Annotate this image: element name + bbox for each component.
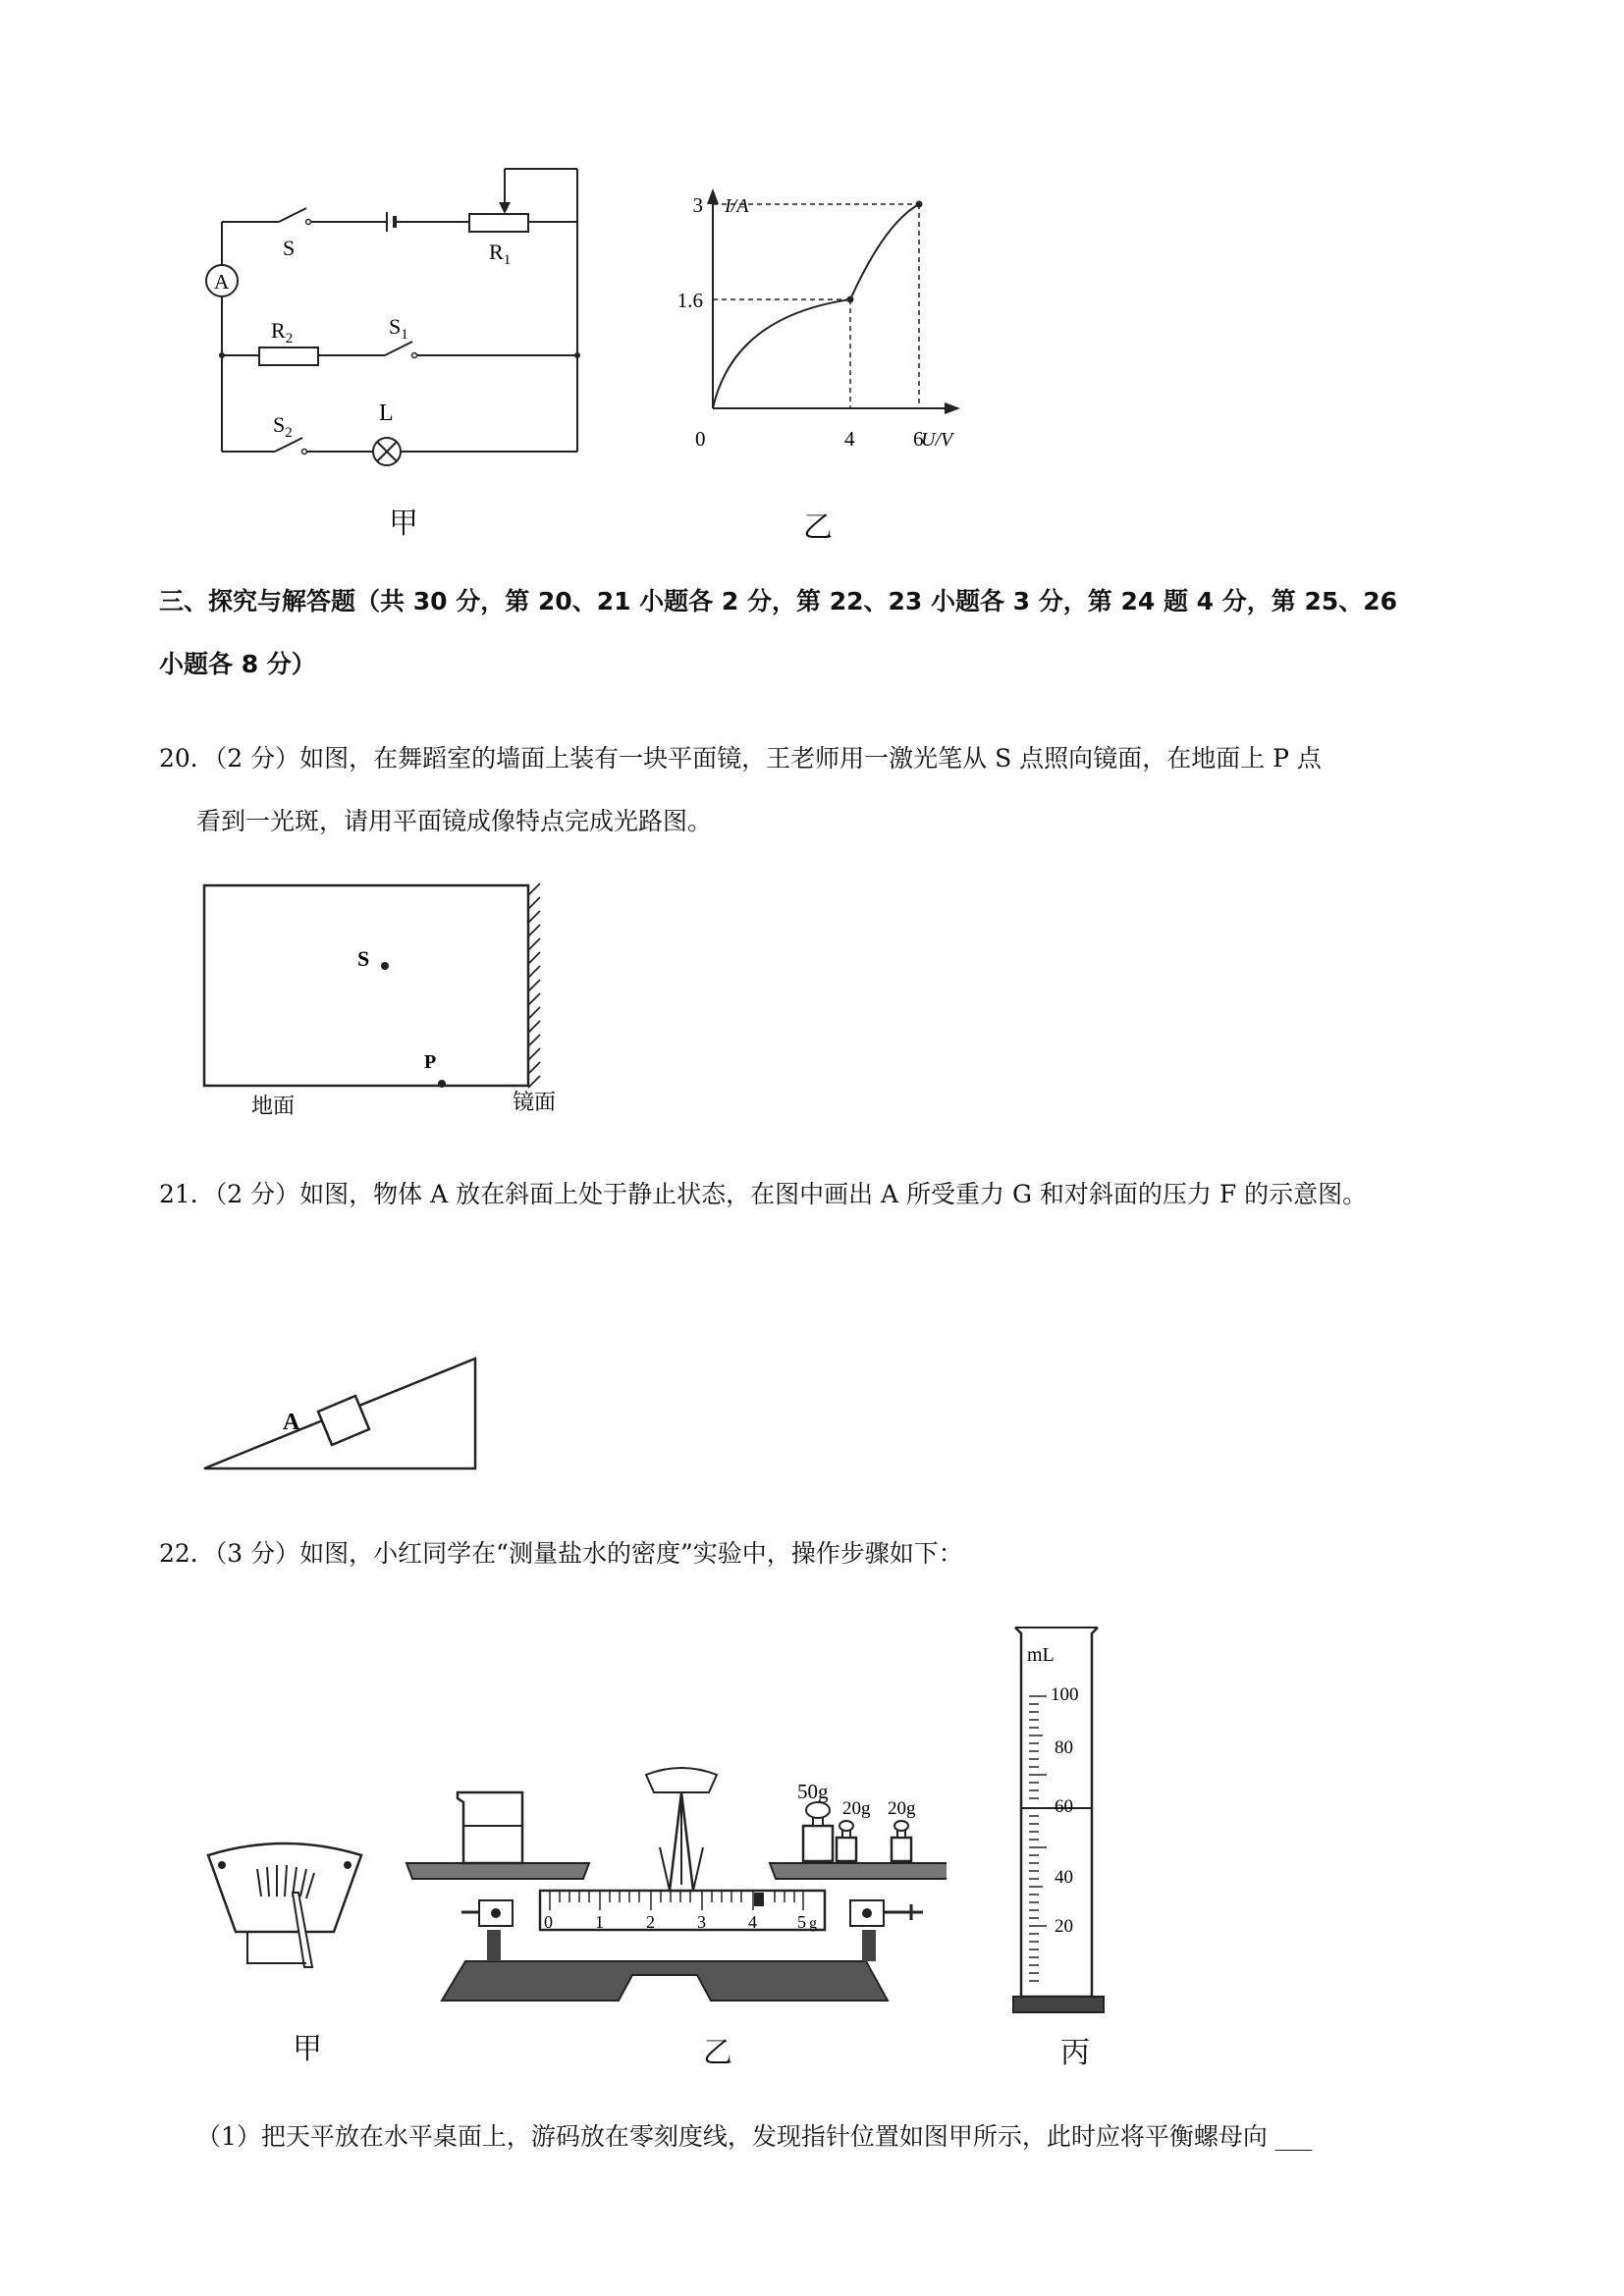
mirror-room-figure [192, 876, 585, 1121]
lamp-l-label: L [379, 400, 394, 426]
scale-number-3: 3 [697, 1912, 706, 1932]
weight-label-20g-b: 20g [888, 1798, 916, 1819]
circuit-caption: 甲 [389, 507, 418, 541]
x-axis-label: U/V [921, 429, 953, 451]
point-s-label: S [357, 946, 370, 971]
graph-caption: 乙 [803, 510, 833, 545]
y-tick-label-1: 3 [692, 193, 703, 217]
dial-caption: 甲 [293, 2032, 322, 2066]
balance-pointer-dial-figure [196, 1838, 373, 1975]
switch-s-label: S [283, 236, 296, 260]
cylinder-tick-100: 100 [1051, 1684, 1079, 1705]
scale-number-1: 1 [595, 1912, 604, 1932]
x-tick-label-0: 4 [844, 427, 855, 451]
q22-step1-text: （1）把天平放在水平桌面上，游码放在零刻度线，发现指针位置如图甲所示，此时应将平衡螺母向 ___ [196, 2122, 1313, 2151]
cylinder-tick-60: 60 [1055, 1796, 1073, 1817]
weight-label-20g-a: 20g [842, 1798, 871, 1819]
section-heading-line1: 三、探究与解答题（共 30 分，第 20、21 小题各 2 分，第 22、23 小题各 3 分，第 24 题 4 分，第 25、26 [159, 587, 1398, 615]
scale-number-4: 4 [748, 1912, 757, 1932]
q21-text-line1: 21．（2 分）如图，物体 A 放在斜面上处于静止状态，在图中画出 A 所受重力 G 和对斜面的压力 F 的示意图。 [159, 1180, 1368, 1208]
switch-s2-label: $S_2$ [273, 412, 293, 441]
scale-number-5: 5 [797, 1912, 806, 1932]
x-tick-label-1: 6 [913, 427, 924, 451]
y-axis-label: I/A [725, 195, 749, 217]
block-a-label: A [283, 1410, 300, 1435]
data-point-0 [847, 296, 854, 303]
scale-number-2: 2 [646, 1912, 655, 1932]
y-tick-label-0: 1.6 [677, 289, 703, 313]
graduated-cylinder-figure [1000, 1618, 1147, 2030]
q20-text-line1: 20．（2 分）如图，在舞蹈室的墙面上装有一块平面镜，王老师用一激光笔从 S 点照向镜面，在地面上 P 点 [159, 744, 1322, 773]
resistor-r2-label: $R_2$ [271, 318, 294, 347]
switch-s1-label: $S_1$ [389, 314, 408, 343]
iv-graph [648, 177, 982, 471]
mirror-label: 镜面 [513, 1090, 557, 1114]
section-heading-line2: 小题各 8 分） [159, 650, 316, 678]
origin-label: 0 [695, 427, 706, 451]
q20-text-line2: 看到一光斑，请用平面镜成像特点完成光路图。 [196, 807, 713, 835]
rheostat-r1-label: $R_1$ [489, 240, 512, 268]
ammeter-label: A [214, 270, 230, 294]
ground-label: 地面 [251, 1094, 296, 1118]
cylinder-tick-20: 20 [1055, 1916, 1073, 1937]
cylinder-tick-80: 80 [1055, 1737, 1073, 1758]
data-point-1 [916, 201, 923, 208]
circuit-diagram [177, 157, 609, 471]
q22-text-line1: 22．（3 分）如图，小红同学在“测量盐水的密度”实验中，操作步骤如下： [159, 1539, 963, 1568]
cylinder-tick-40: 40 [1055, 1867, 1073, 1888]
iv-curve [713, 204, 919, 408]
balance-caption: 乙 [703, 2036, 732, 2070]
scale-unit: g [809, 1915, 817, 1932]
scale-number-0: 0 [544, 1912, 553, 1932]
cylinder-caption: 丙 [1060, 2036, 1090, 2070]
incline-figure [192, 1345, 487, 1482]
balance-figure [397, 1747, 947, 2022]
point-p-label: P [424, 1051, 437, 1073]
weight-label-50g: 50g [797, 1780, 829, 1803]
cylinder-unit: mL [1027, 1644, 1055, 1666]
